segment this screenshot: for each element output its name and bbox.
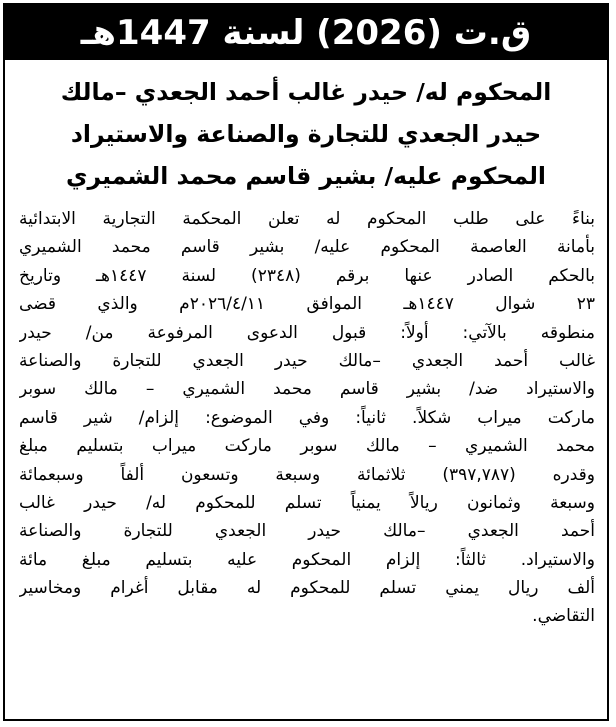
body-line: وسبعة وثمانون ريالاً يمنياً تسلم للمحكوم له/ حيدر غالب [19, 492, 595, 513]
header-bar [5, 5, 607, 60]
body-line: ماركت ميراب شكلاً. ثانياً: وفي الموضوع: إلزام/ شير قاسم [19, 407, 595, 428]
headline-line: حيدر الجعدي للتجارة والصناعة والاستيراد [70, 120, 542, 148]
body-line: بناءً على طلب المحكوم له تعلن المحكمة التجارية الابتدائية [19, 209, 595, 229]
court-notice [3, 3, 609, 721]
case-number-title: ق.ت (2026) لسنة 1447هـ [80, 12, 532, 53]
body-line: بالحكم الصادر عنها برقم (٢٣٤٨) لسنة ١٤٤٧هـ وتاريخ [19, 265, 595, 286]
body-line: التقاضي. [532, 606, 595, 627]
headline-line: المحكوم له/ حيدر غالب أحمد الجعدي –مالك [60, 78, 552, 106]
notice-body [19, 205, 595, 631]
body-line: أحمد الجعدي –مالك حيدر الجعدي للتجارة والصناعة [19, 521, 595, 542]
body-line: والاستيراد ضد/ بشير قاسم محمد الشميري – مالك سوبر [19, 379, 595, 400]
parties-headline [23, 71, 589, 197]
body-line: منطوقه بالآتي: أولاً: قبول الدعوى المرفوعة من/ حيدر [19, 322, 595, 343]
body-line: وقدره (٣٩٧,٧٨٧) ثلاثمائة وسبعة وتسعون ألفاً وسبعمائة [19, 464, 595, 485]
body-line: بأمانة العاصمة المحكوم عليه/ بشير قاسم محمد الشميري [19, 237, 595, 258]
body-line: محمد الشميري – مالك سوبر ماركت ميراب بتسليم مبلغ [19, 436, 595, 457]
body-line: ٢٣ شوال ١٤٤٧هـ الموافق ٢٠٢٦/٤/١١م والذي قضى [19, 294, 595, 315]
body-line: غالب أحمد الجعدي –مالك حيدر الجعدي للتجارة والصناعة [19, 350, 595, 371]
headline-line: المحكوم عليه/ بشير قاسم محمد الشميري [66, 162, 546, 190]
body-line: والاستيراد. ثالثاً: إلزام المحكوم عليه بتسليم مبلغ مائة [19, 549, 595, 570]
body-line: ألف ريال يمني تسلم للمحكوم له مقابل أغرام ومخاسير [19, 578, 595, 599]
